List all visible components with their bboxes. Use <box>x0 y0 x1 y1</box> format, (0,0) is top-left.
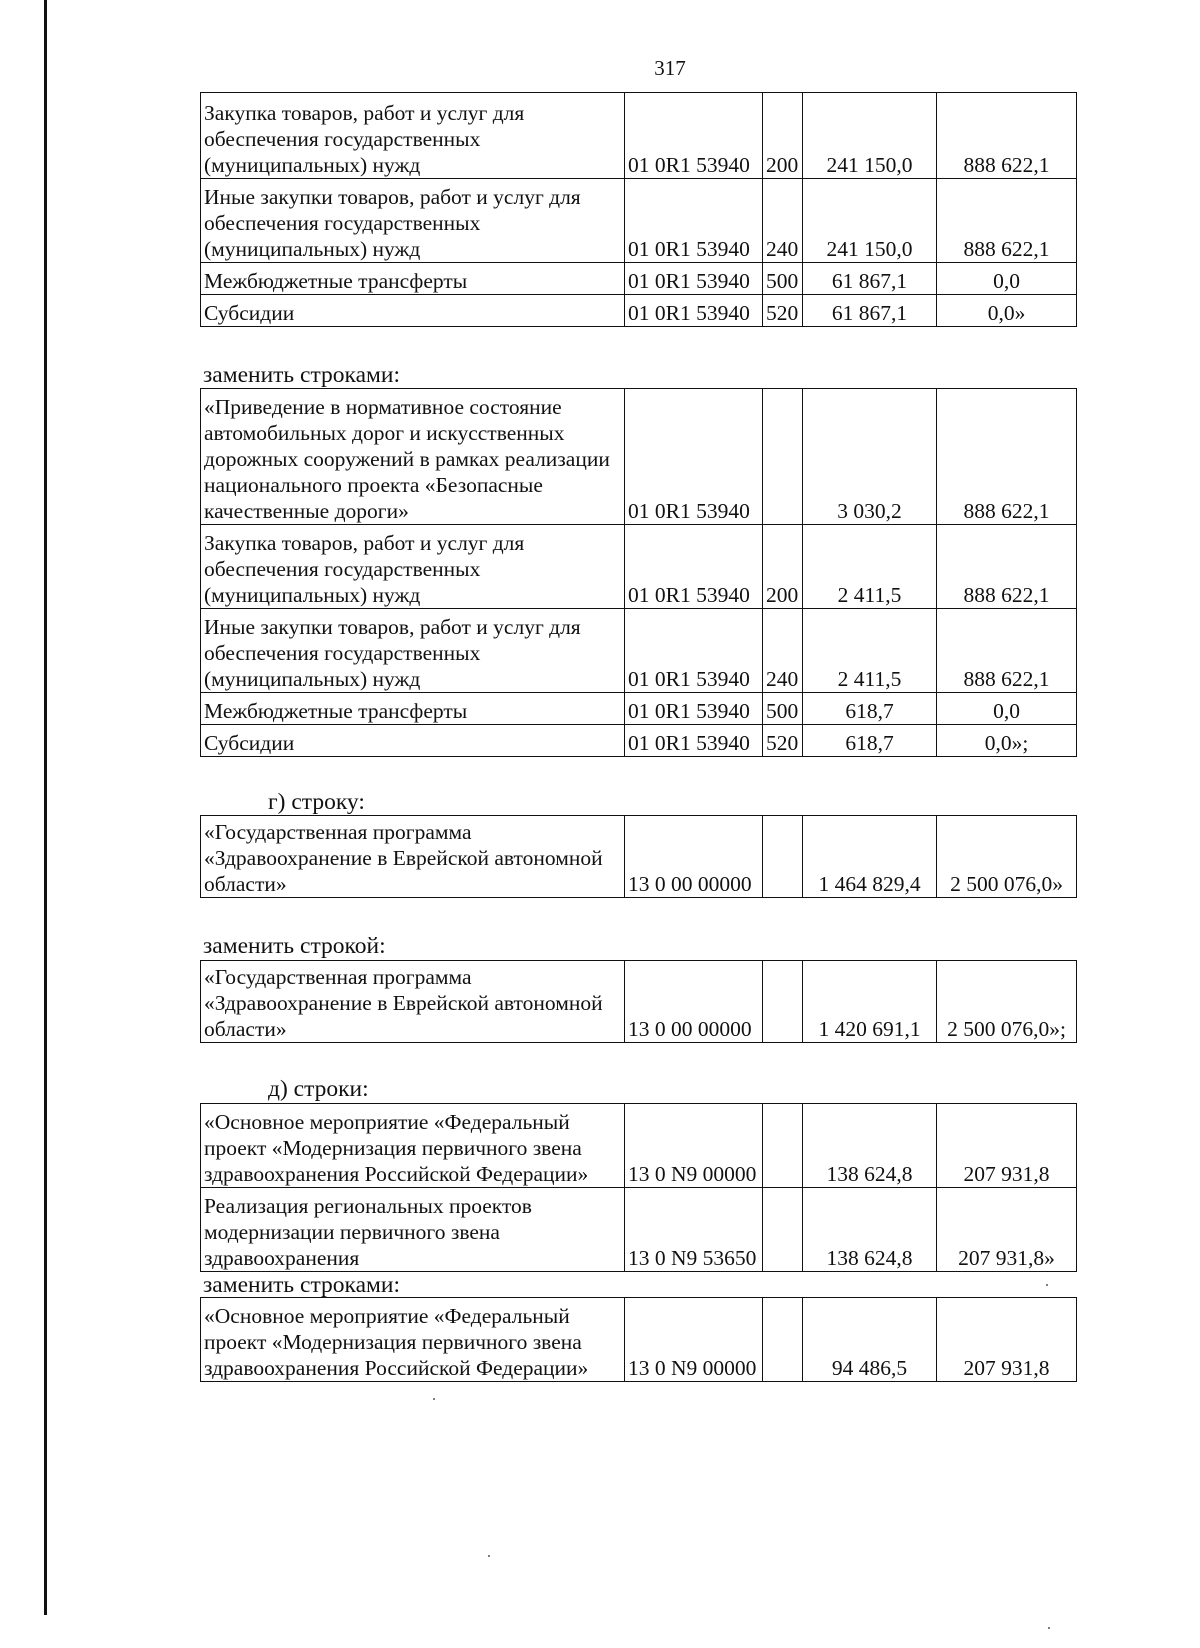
row-sum-2: 0,0»; <box>937 725 1077 757</box>
table-row <box>201 389 1077 525</box>
row-code: 13 0 N9 53650 <box>625 1188 763 1272</box>
row-name: «Основное мероприятие «Федеральный проект «Модернизация первичного звена здравоохранения Российской Федерации» <box>201 1298 625 1382</box>
table-row <box>201 1188 1077 1272</box>
row-sum-1: 2 411,5 <box>803 525 937 609</box>
row-sum-2: 0,0 <box>937 263 1077 295</box>
row-sum-2: 888 622,1 <box>937 179 1077 263</box>
row-vr: 200 <box>763 93 803 179</box>
row-vr: 500 <box>763 693 803 725</box>
row-code: 01 0R1 53940 <box>625 389 763 525</box>
row-vr: 500 <box>763 263 803 295</box>
scan-speck <box>433 1398 435 1400</box>
row-sum-1: 618,7 <box>803 725 937 757</box>
row-sum-2: 2 500 076,0» <box>937 816 1077 898</box>
scan-speck <box>488 1555 490 1557</box>
row-vr: 240 <box>763 609 803 693</box>
table-row <box>201 609 1077 693</box>
row-vr <box>763 961 803 1043</box>
table-row <box>201 1104 1077 1188</box>
row-name: Субсидии <box>201 295 625 327</box>
row-sum-2: 888 622,1 <box>937 389 1077 525</box>
row-vr: 240 <box>763 179 803 263</box>
table-row <box>201 725 1077 757</box>
row-code: 01 0R1 53940 <box>625 179 763 263</box>
scan-speck <box>1048 1627 1050 1629</box>
row-sum-1: 138 624,8 <box>803 1104 937 1188</box>
scan-speck <box>1046 1284 1048 1286</box>
row-vr <box>763 389 803 525</box>
heading-replace-rows-2: заменить строками: <box>203 1272 400 1298</box>
row-sum-1: 241 150,0 <box>803 93 937 179</box>
row-vr: 520 <box>763 295 803 327</box>
row-name: «Государственная программа «Здравоохранение в Еврейской автономной области» <box>201 816 625 898</box>
row-code: 01 0R1 53940 <box>625 263 763 295</box>
row-code: 01 0R1 53940 <box>625 725 763 757</box>
page-number: 317 <box>654 56 686 80</box>
row-sum-1: 241 150,0 <box>803 179 937 263</box>
row-code: 13 0 00 00000 <box>625 961 763 1043</box>
row-vr <box>763 1188 803 1272</box>
row-name: Межбюджетные трансферты <box>201 693 625 725</box>
row-code: 01 0R1 53940 <box>625 609 763 693</box>
heading-g: г) строку: <box>268 789 365 815</box>
table-row <box>201 525 1077 609</box>
row-name: Субсидии <box>201 725 625 757</box>
row-code: 01 0R1 53940 <box>625 693 763 725</box>
row-name: «Государственная программа «Здравоохранение в Еврейской автономной области» <box>201 961 625 1043</box>
row-sum-1: 61 867,1 <box>803 295 937 327</box>
row-sum-2: 2 500 076,0»; <box>937 961 1077 1043</box>
row-vr: 200 <box>763 525 803 609</box>
row-vr <box>763 1298 803 1382</box>
row-sum-1: 138 624,8 <box>803 1188 937 1272</box>
row-sum-2: 888 622,1 <box>937 525 1077 609</box>
table-row <box>201 179 1077 263</box>
row-sum-1: 3 030,2 <box>803 389 937 525</box>
row-name: Иные закупки товаров, работ и услуг для обеспечения государственных (муниципальных) нужд <box>201 609 625 693</box>
row-sum-2: 0,0 <box>937 693 1077 725</box>
row-name: «Приведение в нормативное состояние автомобильных дорог и искусственных дорожных сооружений в рамках реализации национального проекта «Безопасные качественные дороги» <box>201 389 625 525</box>
table-row <box>201 295 1077 327</box>
budget-table-d-replacement <box>200 1297 1077 1382</box>
row-code: 13 0 N9 00000 <box>625 1104 763 1188</box>
row-code: 13 0 00 00000 <box>625 816 763 898</box>
row-sum-2: 207 931,8 <box>937 1298 1077 1382</box>
row-sum-1: 1 464 829,4 <box>803 816 937 898</box>
row-sum-1: 1 420 691,1 <box>803 961 937 1043</box>
row-name: Закупка товаров, работ и услуг для обеспечения государственных (муниципальных) нужд <box>201 525 625 609</box>
budget-table-original <box>200 92 1077 327</box>
budget-table-replacement <box>200 388 1077 757</box>
row-name: «Основное мероприятие «Федеральный проект «Модернизация первичного звена здравоохранения Российской Федерации» <box>201 1104 625 1188</box>
heading-replace-row: заменить строкой: <box>203 933 386 959</box>
table-row <box>201 1298 1077 1382</box>
row-name: Закупка товаров, работ и услуг для обеспечения государственных (муниципальных) нужд <box>201 93 625 179</box>
row-sum-1: 61 867,1 <box>803 263 937 295</box>
table-row <box>201 961 1077 1043</box>
row-vr: 520 <box>763 725 803 757</box>
table-row <box>201 816 1077 898</box>
row-sum-2: 888 622,1 <box>937 93 1077 179</box>
budget-table-g-replacement <box>200 960 1077 1043</box>
row-name: Иные закупки товаров, работ и услуг для обеспечения государственных (муниципальных) нужд <box>201 179 625 263</box>
table-row <box>201 93 1077 179</box>
binding-line <box>44 0 47 1615</box>
row-code: 01 0R1 53940 <box>625 295 763 327</box>
row-sum-1: 618,7 <box>803 693 937 725</box>
row-sum-2: 207 931,8 <box>937 1104 1077 1188</box>
row-code: 01 0R1 53940 <box>625 93 763 179</box>
row-sum-2: 888 622,1 <box>937 609 1077 693</box>
row-sum-1: 2 411,5 <box>803 609 937 693</box>
row-code: 01 0R1 53940 <box>625 525 763 609</box>
table-row <box>201 263 1077 295</box>
budget-table-d-original <box>200 1103 1077 1272</box>
heading-replace-rows: заменить строками: <box>203 362 400 388</box>
row-name: Реализация региональных проектов модернизации первичного звена здравоохранения <box>201 1188 625 1272</box>
row-vr <box>763 1104 803 1188</box>
row-vr <box>763 816 803 898</box>
row-code: 13 0 N9 00000 <box>625 1298 763 1382</box>
table-row <box>201 693 1077 725</box>
row-name: Межбюджетные трансферты <box>201 263 625 295</box>
heading-d: д) строки: <box>268 1076 369 1102</box>
row-sum-2: 207 931,8» <box>937 1188 1077 1272</box>
row-sum-1: 94 486,5 <box>803 1298 937 1382</box>
budget-table-g-original <box>200 815 1077 898</box>
row-sum-2: 0,0» <box>937 295 1077 327</box>
